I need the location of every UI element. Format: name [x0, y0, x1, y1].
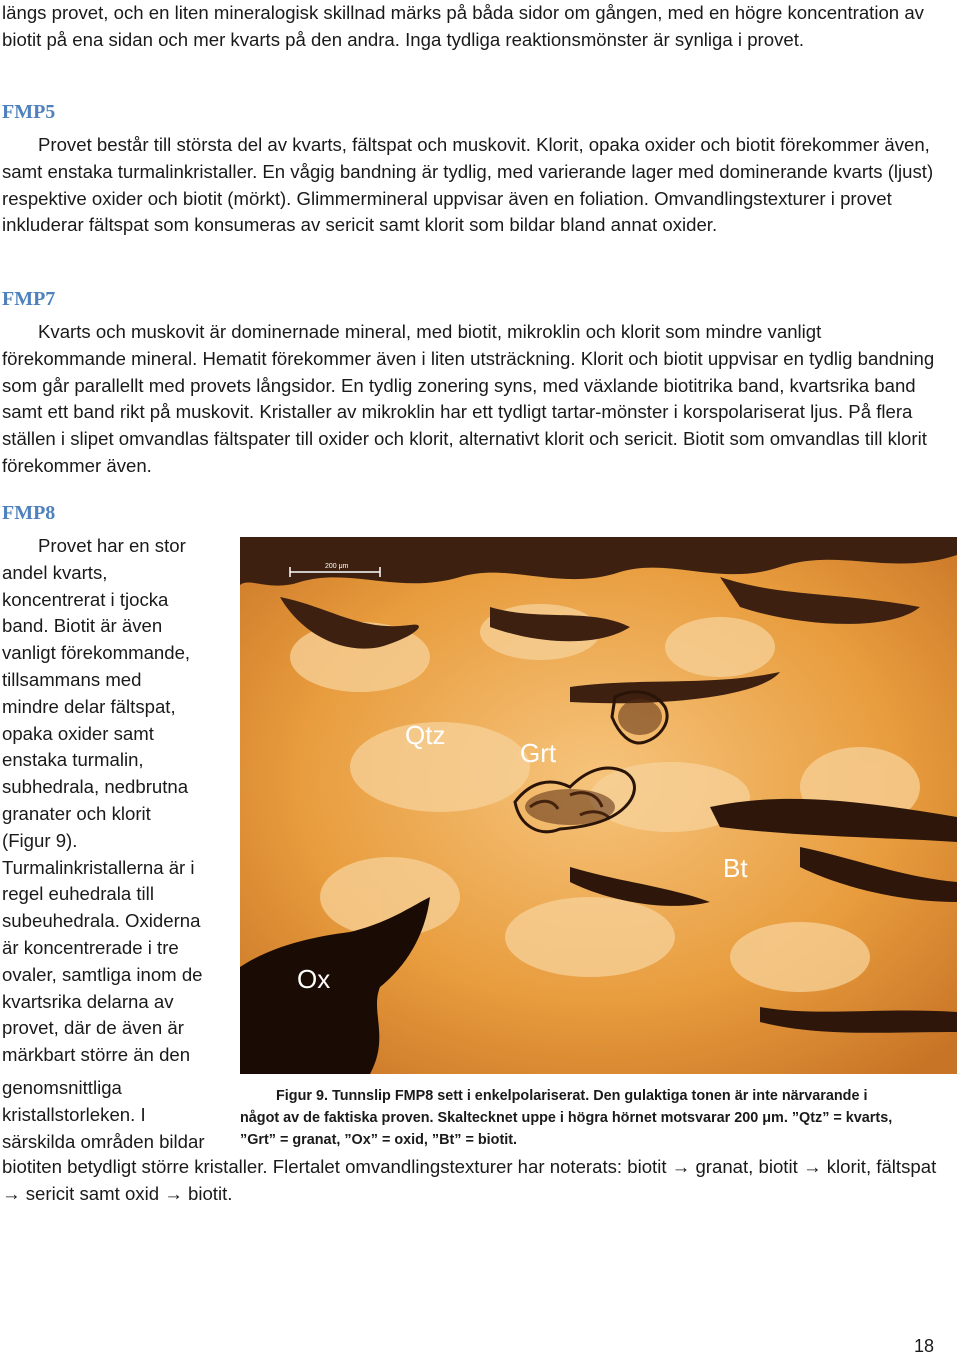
page-number: 18: [913, 1336, 934, 1356]
fmp8-line: ovaler, samtliga inom de: [2, 963, 203, 985]
thin-section-micrograph: [240, 537, 957, 1074]
fmp8-continuation: biotiten betydligt större kristaller. Flertalet omvandlingstexturer har noterats: biotit → granat, biotit → klorit, fältspat → sericit samt oxid → biotit.: [2, 1156, 937, 1204]
fmp8-line: kristallstorleken. I: [2, 1103, 146, 1125]
caption-line: ”Grt” = granat, ”Ox” = oxid, ”Bt” = biotit.: [240, 1132, 518, 1148]
fmp7-paragraph: Kvarts och muskovit är dominernade mineral, med biotit, mikroklin och klorit som mindre vanligt förekommande mineral. Hematit förekommer även i liten utsträckning. Klorit och biotit uppvisar en tydlig bandning som går parallellt med provets långsidor. En tydlig zonering syns, med växlande biotitrika band, kvartsrika band samt ett band rikt på muskovit. Kristaller av mikroklin har ett tydligt tartar-mönster i korspolariserat ljus. På flera ställen i slipet omvandlas fältspater till oxider och klorit, alternativt klorit och sericit. Biotit som omvandlas till klorit förekommer även.: [2, 321, 935, 476]
fmp8-line: band. Biotit är även: [2, 615, 163, 637]
label-ox: Ox: [297, 964, 331, 994]
fmp8-line: Provet har en stor: [38, 535, 186, 556]
fmp8-line: regel euhedrala till: [2, 883, 154, 905]
intro-paragraph: längs provet, och en liten mineralogisk skillnad märks på båda sidor om gången, med en högre koncentration av biotit på ena sidan och mer kvarts på den andra. Inga tydliga reaktionsmönster är synliga i provet.: [2, 2, 924, 50]
caption-line: något av de faktiska proven. Skaltecknet uppe i högra hörnet motsvarar 200 μm. ”Qtz” = kvarts,: [240, 1110, 893, 1126]
scale-bar-label: 200 μm: [325, 563, 349, 570]
fmp8-line: genomsnittliga: [2, 1076, 122, 1098]
heading-fmp8: FMP8: [2, 502, 56, 524]
fmp8-line: mindre delar fältspat,: [2, 695, 176, 717]
fmp8-line: granater och klorit: [2, 802, 151, 824]
figure-caption: [240, 1085, 958, 1151]
fmp8-wrapped-column: [2, 533, 232, 1155]
fmp8-line: (Figur 9).: [2, 829, 78, 851]
heading-fmp7: FMP7: [2, 288, 56, 310]
fmp8-line: märkbart större än den: [2, 1044, 191, 1066]
fmp8-line: opaka oxider samt: [2, 722, 154, 744]
fmp8-line: Turmalinkristallerna är i: [2, 856, 195, 878]
fmp8-line: enstaka turmalin,: [2, 749, 144, 771]
label-qtz: Qtz: [405, 720, 446, 750]
label-bt: Bt: [723, 853, 748, 883]
fmp8-line: subeuhedrala. Oxiderna: [2, 910, 201, 932]
fmp8-line: är koncentrerade i tre: [2, 936, 179, 958]
fmp8-line: tillsammans med: [2, 668, 142, 690]
micrograph-image: [240, 537, 957, 1074]
fmp8-line: koncentrerat i tjocka: [2, 588, 169, 610]
caption-line: Figur 9. Tunnslip FMP8 sett i enkelpolariserat. Den gulaktiga tonen är inte närvarande i: [276, 1088, 868, 1104]
fmp5-paragraph: Provet består till största del av kvarts, fältspat och muskovit. Klorit, opaka oxider och biotit förekommer även, samt enstaka turmalinkristaller. En vågig bandning är tydlig, med varierande lager med dominerande kvarts (ljust) respektive oxider och biotit (mörkt). Glimmermineral uppvisar även en foliation. Omvandlingstexturer i provet inkluderar fältspat som konsumeras av sericit samt klorit som bildar bland annat oxider.: [2, 134, 934, 236]
fmp8-line: provet, där de även är: [2, 1017, 184, 1039]
label-grt: Grt: [520, 738, 557, 768]
fmp8-line: kvartsrika delarna av: [2, 990, 174, 1012]
fmp8-line: vanligt förekommande,: [2, 642, 191, 664]
fmp8-line: subhedrala, nedbrutna: [2, 776, 189, 798]
heading-fmp5: FMP5: [2, 101, 56, 123]
fmp8-line: andel kvarts,: [2, 561, 108, 583]
fmp8-line: särskilda områden bildar: [2, 1130, 205, 1152]
